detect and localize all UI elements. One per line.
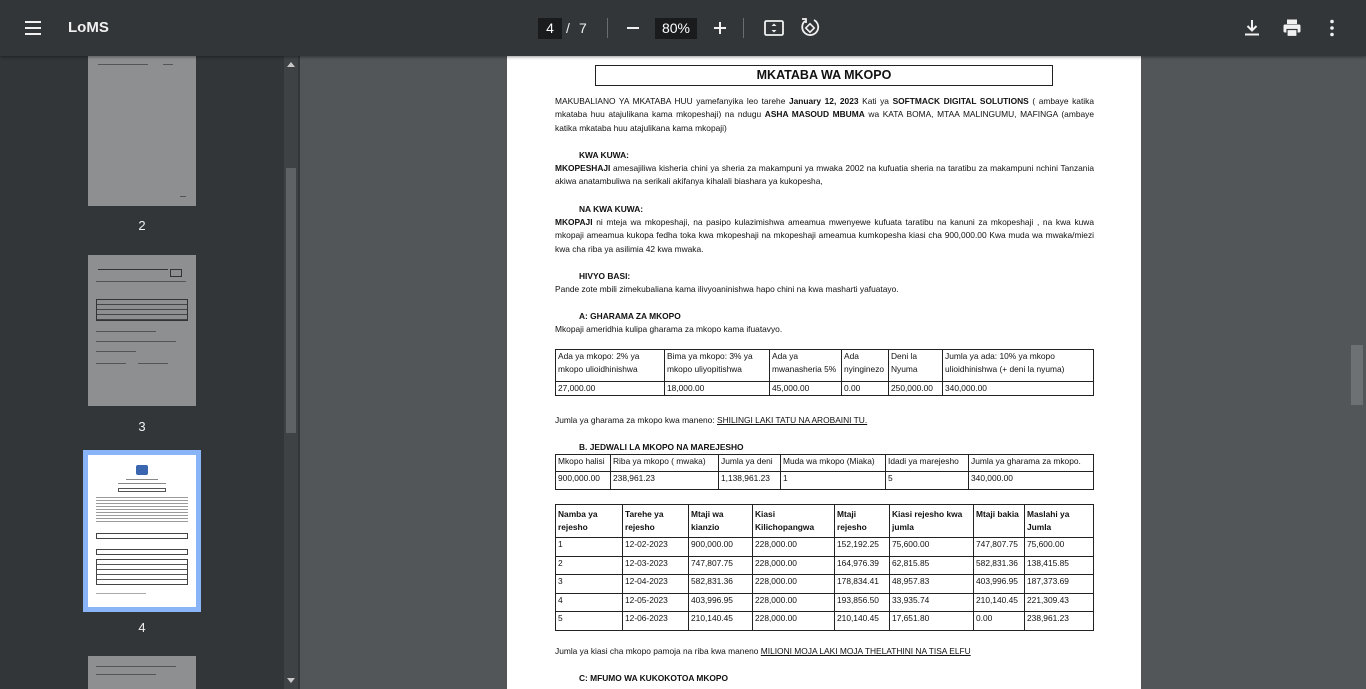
table-cell: 221,309.43: [1025, 593, 1094, 612]
sidebar-scroll-thumb[interactable]: [286, 168, 296, 433]
document-title: LoMS: [68, 19, 109, 36]
table-row: [556, 593, 1094, 612]
scroll-up-arrow[interactable]: [287, 62, 295, 67]
table-cell: 152,192.25: [835, 538, 890, 557]
table-cell: 1: [781, 472, 886, 490]
fees-table: [555, 349, 1094, 396]
table-cell: 210,140.45: [689, 612, 753, 631]
rotate-icon: [798, 16, 822, 40]
table-row: [556, 575, 1094, 594]
table-cell: 164,976.39: [835, 556, 890, 575]
table-header-cell: Jumla ya ada: 10% ya mkopo ulioidhinishwa (+ deni la nyuma): [943, 350, 1094, 382]
na-kwa-kuwa-text: ni mteja wa mkopeshaji, na pasipo kulazimishwa ameamua mwenyewe kufuata taratibu na kanuni za mkopeshaji , na kwa kuwa mkopaji ameamua kukopa fedha toka kwa mkopeshaji na mkopeshaji ameamua kumkopesha kiasi cha 900,000.00 Kwa muda wa mwaka/miezi kwa cha riba ya asilimia 42 kwa mwaka.: [555, 217, 1094, 254]
table-header-cell: Kiasi Kilichopangwa: [753, 505, 835, 538]
total-words-value: MILIONI MOJA LAKI MOJA THELATHINI NA TISA ELFU: [760, 646, 971, 656]
table-cell: 900,000.00: [556, 472, 611, 490]
table-cell: 1,138,961.23: [719, 472, 781, 490]
table-header-cell: Riba ya mkopo ( mwaka): [611, 455, 719, 472]
thumbnail-sidebar: [0, 56, 300, 689]
table-cell: 193,856.50: [835, 593, 890, 612]
toolbar-divider: [743, 18, 744, 38]
table-header-cell: Jumla ya deni: [719, 455, 781, 472]
table-cell: 1: [556, 538, 623, 557]
table-cell: 12-06-2023: [623, 612, 689, 631]
fees-words-label: Jumla ya gharama za mkopo kwa maneno:: [555, 415, 717, 425]
table-cell: 18,000.00: [665, 382, 770, 396]
table-header-cell: Deni la Nyuma: [889, 350, 943, 382]
zoom-in-button[interactable]: [709, 16, 731, 40]
table-header-cell: Idadi ya marejesho: [886, 455, 969, 472]
contract-date: January 12, 2023: [788, 96, 859, 106]
table-header-row: [556, 350, 1094, 382]
sidebar-scrollbar[interactable]: [284, 56, 298, 689]
kwa-kuwa-lead: MKOPESHAJI: [555, 163, 611, 173]
table-cell: 238,961.23: [1025, 612, 1094, 631]
table-cell: 747,807.75: [689, 556, 753, 575]
table-header-row: [556, 455, 1094, 472]
page-thumbnail-4[interactable]: [88, 455, 196, 607]
more-actions-button[interactable]: [1320, 16, 1344, 40]
table-cell: 48,957.83: [890, 575, 974, 594]
table-cell: 228,000.00: [753, 556, 835, 575]
kwa-kuwa-paragraph: [555, 162, 1094, 189]
page-thumbnail-2[interactable]: [88, 56, 196, 206]
table-cell: 138,415.85: [1025, 556, 1094, 575]
table-cell: 187,373.69: [1025, 575, 1094, 594]
table-header-cell: Ada ya mwanasheria 5%: [770, 350, 842, 382]
table-cell: 12-02-2023: [623, 538, 689, 557]
intro-text: ( ambaye katika mkataba huu atajulikana kama mkopeshaji) na ndugu: [555, 96, 1094, 120]
table-row: [556, 472, 1094, 490]
table-cell: 4: [556, 593, 623, 612]
table-header-cell: Mkopo halisi: [556, 455, 611, 472]
table-cell: 0.00: [974, 612, 1025, 631]
fit-page-icon: [762, 16, 786, 40]
table-cell: 228,000.00: [753, 538, 835, 557]
table-header-cell: Maslahi ya Jumla: [1025, 505, 1094, 538]
fit-to-page-button[interactable]: [762, 16, 786, 40]
table-header-cell: Muda wa mkopo (Miaka): [781, 455, 886, 472]
scroll-down-arrow[interactable]: [287, 678, 295, 683]
table-cell: 5: [556, 612, 623, 631]
table-header-cell: Jumla ya gharama za mkopo.: [969, 455, 1094, 472]
table-cell: 228,000.00: [753, 612, 835, 631]
table-header-cell: Bima ya mkopo: 3% ya mkopo uliyopitishwa: [665, 350, 770, 382]
table-header-cell: Namba ya rejesho: [556, 505, 623, 538]
page-number-input[interactable]: 4: [538, 18, 562, 39]
table-cell: 0.00: [842, 382, 889, 396]
table-header-cell: Ada ya mkopo: 2% ya mkopo ulioidhinishwa: [556, 350, 665, 382]
section-c-heading: C: MFUMO WA KUKOKOTOA MKOPO: [579, 673, 729, 683]
toolbar-divider: [607, 18, 608, 38]
print-icon: [1280, 16, 1304, 40]
section-a-text: Mkopaji amеridhia kulipa gharama za mkopo kama ifuatavyo.: [555, 324, 783, 334]
fees-in-words: [555, 414, 1094, 427]
borrower-name: ASHA MASOUD MBUMA: [764, 109, 865, 120]
table-cell: 2: [556, 556, 623, 575]
table-cell: 75,600.00: [1025, 538, 1094, 557]
total-words-label: Jumla ya kiasi cha mkopo pamoja na riba kwa maneno: [555, 646, 761, 656]
table-row: [556, 538, 1094, 557]
table-row: [556, 556, 1094, 575]
table-header-cell: Tarehe ya rejesho: [623, 505, 689, 538]
thumbnail-label: 2: [138, 218, 146, 233]
document-viewer: [300, 56, 1366, 689]
na-kwa-kuwa-paragraph: [555, 216, 1094, 256]
intro-paragraph: [555, 95, 1094, 135]
table-cell: 12-03-2023: [623, 556, 689, 575]
kwa-kuwa-text: amesajiliwa kisheria chini ya sheria za makampuni ya mwaka 2002 na kufuatia sheria na taratibu za makampuni nchini Tanzania akiwa anatambuliwa na serikali akifanya kihalali biashara ya kukopesha,: [555, 163, 1094, 187]
lender-name: SOFTMACK DIGITAL SOLUTIONS: [892, 96, 1029, 106]
page-thumbnail-3[interactable]: [88, 255, 196, 406]
zoom-level-input[interactable]: 80%: [655, 18, 697, 39]
page-thumbnail-5[interactable]: [88, 656, 196, 689]
intro-text: wa KATA BOMA, MTAA MALINGUMU, MAFINGA (ambaye katika mkataba huu atajulikana kama mkopaji): [555, 109, 1094, 133]
table-cell: 210,140.45: [835, 612, 890, 631]
page-separator: /: [566, 20, 570, 36]
pdf-toolbar: [0, 0, 1366, 56]
na-kwa-kuwa-lead: MKOPAJI: [555, 217, 593, 227]
table-cell: 17,651.80: [890, 612, 974, 631]
table-cell: 900,000.00: [689, 538, 753, 557]
table-header-cell: Ada nyinginezo: [842, 350, 889, 382]
intro-text: Kati ya: [858, 96, 893, 106]
more-vert-icon: [1320, 16, 1344, 40]
table-row: [556, 612, 1094, 631]
rotate-button[interactable]: [798, 16, 822, 40]
table-cell: 228,000.00: [753, 593, 835, 612]
document-scroll-thumb[interactable]: [1351, 345, 1363, 405]
hivyo-basi-heading: HIVYO BASI:: [579, 271, 631, 281]
table-header-cell: Mtaji rejesho: [835, 505, 890, 538]
table-cell: 582,831.36: [689, 575, 753, 594]
kwa-kuwa-heading: KWA KUWA:: [579, 150, 629, 160]
thumbnail-label: 4: [138, 620, 146, 635]
download-button[interactable]: [1240, 16, 1264, 40]
table-cell: 75,600.00: [890, 538, 974, 557]
table-cell: 12-04-2023: [623, 575, 689, 594]
intro-text: MAKUBALIANO YA MKATABA HUU yamefanyika leo tarehe: [555, 96, 789, 106]
table-header-cell: Mtaji bakia: [974, 505, 1025, 538]
table-cell: 403,996.95: [974, 575, 1025, 594]
hivyo-basi-paragraph: Pande zote mbili zimekubaliana kama ilivyoaninishwa hapo chini na kwa masharti yafuatayo.: [555, 284, 899, 294]
table-cell: 582,831.36: [974, 556, 1025, 575]
table-cell: 62,815.85: [890, 556, 974, 575]
na-kwa-kuwa-heading: NA KWA KUWA:: [579, 204, 644, 214]
zoom-out-button[interactable]: [622, 16, 644, 40]
menu-icon[interactable]: [18, 16, 48, 40]
table-cell: 228,000.00: [753, 575, 835, 594]
table-cell: 12-05-2023: [623, 593, 689, 612]
total-in-words: [555, 645, 1094, 658]
section-a-heading: A: GHARAMA ZA MKOPO: [579, 311, 681, 321]
table-header-cell: Kiasi rejesho kwa jumla: [890, 505, 974, 538]
table-cell: 747,807.75: [974, 538, 1025, 557]
repayment-schedule-table: [555, 504, 1094, 631]
total-pages: 7: [579, 20, 587, 36]
download-icon: [1240, 16, 1264, 40]
table-cell: 45,000.00: [770, 382, 842, 396]
table-cell: 340,000.00: [969, 472, 1094, 490]
pdf-page: [507, 56, 1141, 689]
contract-title: MKATABA WA MKOPO: [595, 65, 1053, 86]
print-button[interactable]: [1280, 16, 1304, 40]
table-cell: 178,834.41: [835, 575, 890, 594]
thumbnail-label: 3: [138, 419, 146, 434]
table-cell: 238,961.23: [611, 472, 719, 490]
table-header-row: [556, 505, 1094, 538]
table-cell: 27,000.00: [556, 382, 665, 396]
table-cell: 33,935.74: [890, 593, 974, 612]
table-header-cell: Mtaji wa kianzio: [689, 505, 753, 538]
document-scrollbar[interactable]: [1350, 56, 1366, 689]
table-cell: 3: [556, 575, 623, 594]
table-cell: 403,996.95: [689, 593, 753, 612]
table-cell: 250,000.00: [889, 382, 943, 396]
table-cell: 340,000.00: [943, 382, 1094, 396]
table-cell: 5: [886, 472, 969, 490]
loan-summary-table: [555, 454, 1094, 490]
table-row: [556, 382, 1094, 396]
fees-words-value: SHILINGI LAKI TATU NA AROBAINI TU.: [717, 415, 868, 425]
table-cell: 210,140.45: [974, 593, 1025, 612]
section-b-heading: B. JEDWALI LA MKOPO NA MAREJESHO: [579, 442, 744, 452]
